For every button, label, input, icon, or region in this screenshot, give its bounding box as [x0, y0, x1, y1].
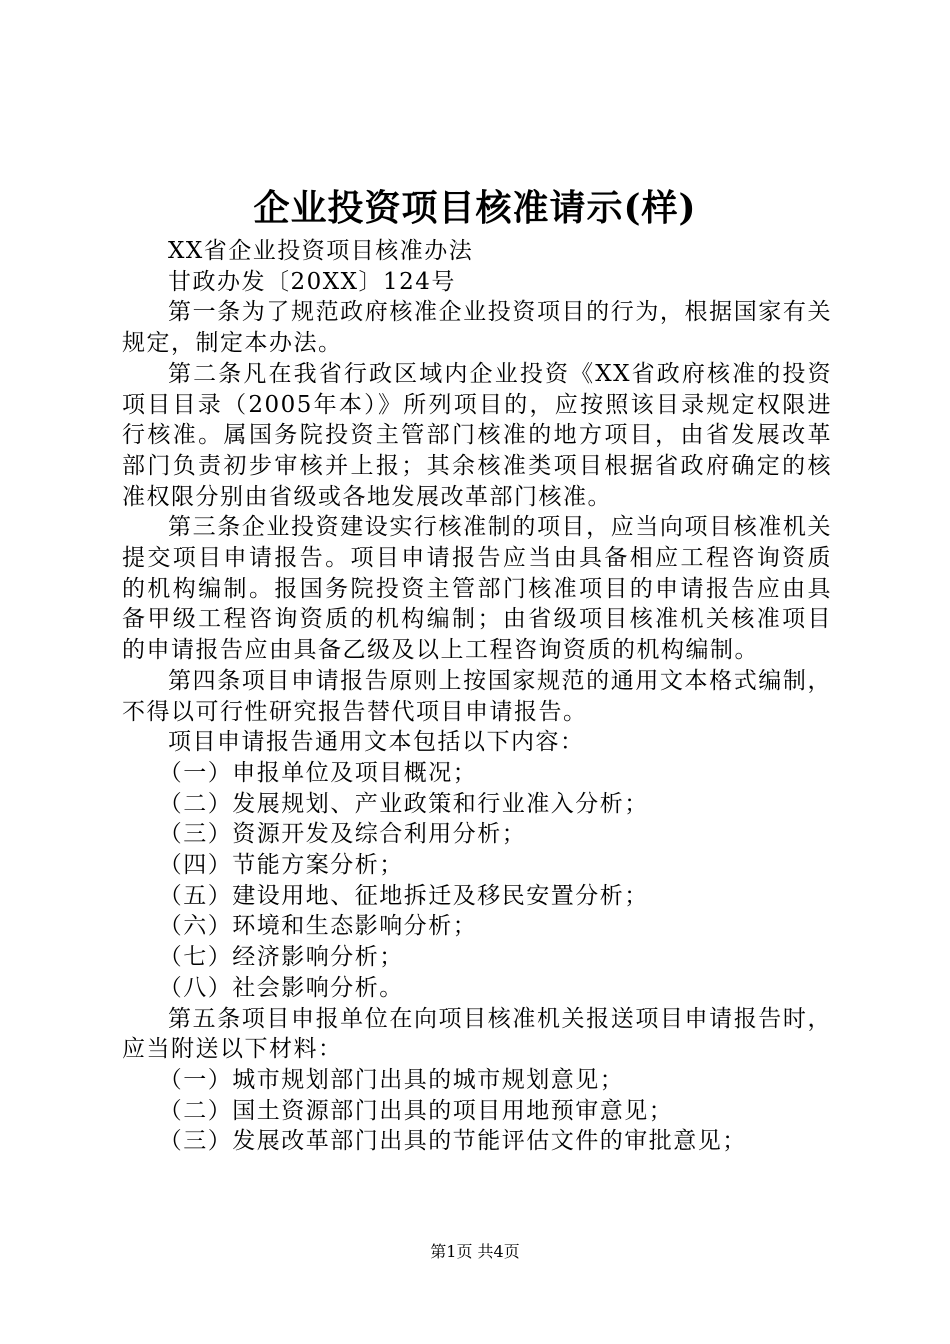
page-footer: 第1页 共4页 [430, 1242, 520, 1261]
list-item: （六）环境和生态影响分析； [158, 913, 478, 940]
list-item: （一）城市规划部门出具的城市规划意见； [158, 1066, 625, 1093]
document-title: 企业投资项目核准请示(样) [253, 187, 697, 229]
list-item: （二）国土资源部门出具的项目用地预审意见； [158, 1097, 674, 1124]
list-item: （七）经济影响分析； [158, 944, 404, 971]
paragraph-article-2: 第二条凡在我省行政区域内企业投资《XX省政府核准的投资项目目录（2005年本）》所列项目的，应按照该目录规定权限进行核准。属国务院投资主管部门核准的地方项目，由省发展改革部门负责初步审核并上报；其余核准类项目根据省政府确定的核准权限分别由省级或各地发展改革部门核准。 [122, 360, 832, 510]
list-item: （二）发展规划、产业政策和行业准入分析； [158, 790, 649, 817]
paragraph-article-5: 第五条项目申报单位在向项目核准机关报送项目申请报告时，应当附送以下材料： [122, 1005, 832, 1063]
paragraph-doc-number: 甘政办发〔20XX〕124号 [168, 268, 456, 295]
paragraph-article-1: 第一条为了规范政府核准企业投资项目的行为，根据国家有关规定，制定本办法。 [122, 299, 832, 357]
document-body [122, 236, 832, 1157]
paragraph-law-name: XX省企业投资项目核准办法 [168, 238, 474, 264]
list-item: （八）社会影响分析。 [158, 974, 404, 1001]
list-item: （一）申报单位及项目概况； [158, 759, 478, 786]
paragraph-article-4: 第四条项目申请报告原则上按国家规范的通用文本格式编制，不得以可行性研究报告替代项目申请报告。 [122, 667, 832, 725]
list-item: （三）发展改革部门出具的节能评估文件的审批意见； [158, 1128, 747, 1155]
list-item: （三）资源开发及综合利用分析； [158, 821, 527, 848]
list-item: （五）建设用地、征地拆迁及移民安置分析； [158, 882, 649, 909]
paragraph-article-3: 第三条企业投资建设实行核准制的项目，应当向项目核准机关提交项目申请报告。项目申请报告应当由具备相应工程咨询资质的机构编制。报国务院投资主管部门核准项目的申请报告应由具备甲级工程咨询资质的机构编制；由省级项目核准机关核准项目的申请报告应由具备乙级及以上工程咨询资质的机构编制。 [122, 514, 832, 664]
paragraph-contents-intro: 项目申请报告通用文本包括以下内容： [168, 729, 585, 756]
list-item: （四）节能方案分析； [158, 852, 404, 879]
